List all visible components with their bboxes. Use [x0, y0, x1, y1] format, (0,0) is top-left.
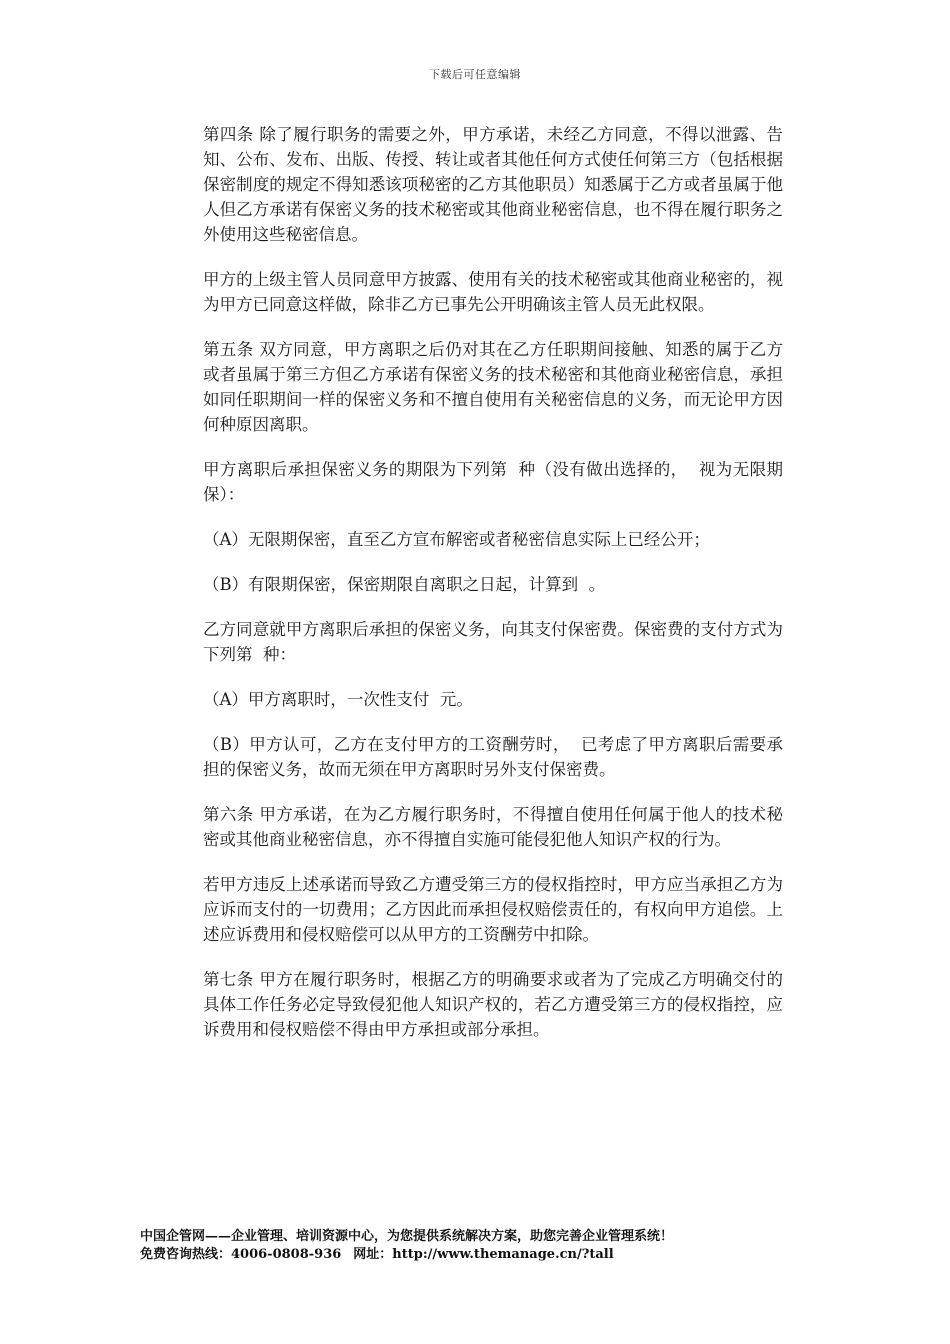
- footer-hotline: 免费咨询热线：4006-0808-936: [140, 1247, 342, 1262]
- paragraph-fee-option-b: （B）甲方认可，乙方在支付甲方的工资酬劳时， 已考虑了甲方离职后需要承担的保密义务，故而无须在甲方离职时另外支付保密费。: [203, 735, 783, 779]
- paragraph-infringement-liability: 若甲方违反上述承诺而导致乙方遭受第三方的侵权指控时，甲方应当承担乙方为应诉而支付的一切费用；乙方因此而承担侵权赔偿责任的，有权向甲方追偿。上述应诉费用和侵权赔偿可以从甲方的工资酬劳中扣除。: [203, 875, 783, 944]
- footer: [140, 1228, 840, 1264]
- paragraph-fee-option-a: （A）甲方离职时，一次性支付 元。: [203, 690, 473, 709]
- paragraph-article-7: 第七条 甲方在履行职务时，根据乙方的明确要求或者为了完成乙方明确交付的具体工作任务必定导致侵犯他人知识产权的，若乙方遭受第三方的侵权指控，应诉费用和侵权赔偿不得由甲方承担或部分承担。: [203, 970, 783, 1039]
- paragraph-option-a-unlimited: （A）无限期保密，直至乙方宣布解密或者秘密信息实际上已经公开；: [203, 530, 710, 549]
- paragraph-supervisor-consent: 甲方的上级主管人员同意甲方披露、使用有关的技术秘密或其他商业秘密的，视为甲方已同意这样做，除非乙方已事先公开明确该主管人员无此权限。: [203, 270, 783, 314]
- footer-website-link[interactable]: 网址：http://www.themanage.cn/?tall: [353, 1247, 614, 1262]
- header-note: 下载后可任意编辑: [429, 68, 521, 81]
- footer-contact: [140, 1246, 840, 1264]
- document-body: [203, 122, 783, 1062]
- paragraph-article-6: 第六条 甲方承诺，在为乙方履行职务时，不得擅自使用任何属于他人的技术秘密或其他商业秘密信息，亦不得擅自实施可能侵犯他人知识产权的行为。: [203, 805, 783, 849]
- paragraph-confidentiality-fee: 乙方同意就甲方离职后承担的保密义务，向其支付保密费。保密费的支付方式为下列第 种：: [203, 620, 783, 664]
- paragraph-confidentiality-term: 甲方离职后承担保密义务的期限为下列第 种（没有做出选择的， 视为无限期保）：: [203, 460, 783, 504]
- paragraph-article-5: 第五条 双方同意，甲方离职之后仍对其在乙方任职期间接触、知悉的属于乙方或者虽属于第三方但乙方承诺有保密义务的技术秘密和其他商业秘密信息，承担如同任职期间一样的保密义务和不擅自使用有关秘密信息的义务，而无论甲方因何种原因离职。: [203, 340, 783, 434]
- footer-slogan: 中国企管网——企业管理、培训资源中心，为您提供系统解决方案，助您完善企业管理系统！: [140, 1229, 674, 1244]
- paragraph-article-4: 第四条 除了履行职务的需要之外，甲方承诺，未经乙方同意，不得以泄露、告知、公布、发布、出版、传授、转让或者其他任何方式使任何第三方（包括根据保密制度的规定不得知悉该项秘密的乙方其他职员）知悉属于乙方或者虽属于他人但乙方承诺有保密义务的技术秘密或其他商业秘密信息，也不得在履行职务之外使用这些秘密信息。: [203, 125, 783, 244]
- paragraph-option-b-limited: （B）有限期保密，保密期限自离职之日起，计算到 。: [203, 575, 606, 594]
